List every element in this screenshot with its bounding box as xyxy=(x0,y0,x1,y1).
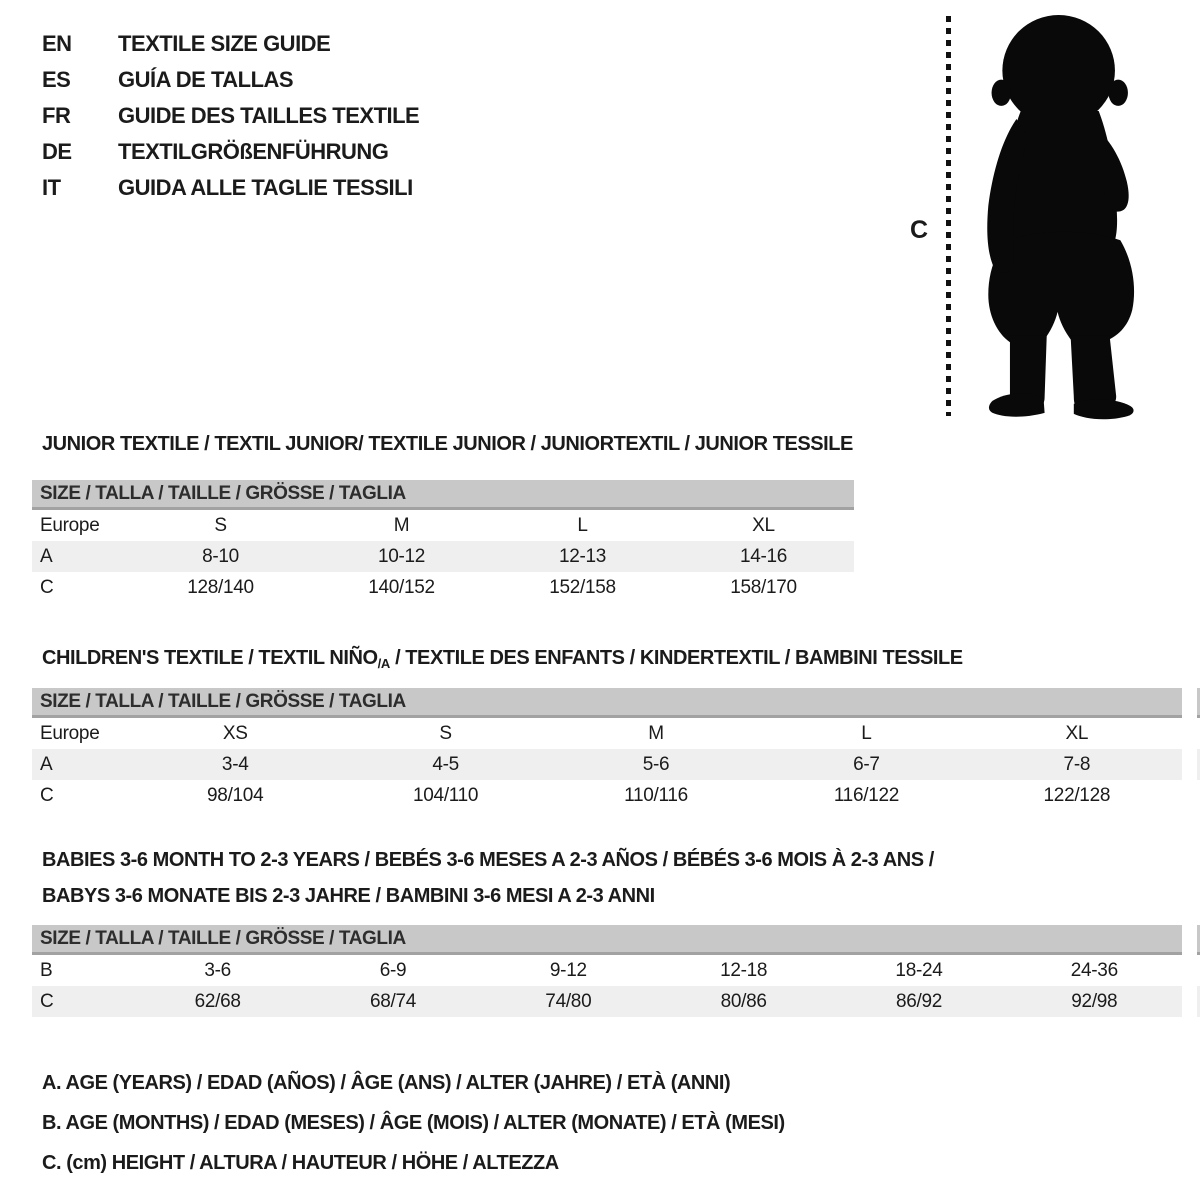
height-measure-label: C xyxy=(910,216,929,244)
table-row-age-months: B 3-6 6-9 9-12 12-18 18-24 24-36 xyxy=(40,959,1118,981)
guide-title-it: GUIDA ALLE TAGLIE TESSILI xyxy=(118,175,413,200)
babies-size-table xyxy=(32,925,1182,1017)
babies-section-heading-line1: BABIES 3-6 MONTH TO 2-3 YEARS / BEBÉS 3-6 MESES A 2-3 AÑOS / BÉBÉS 3-6 MOIS À 2-3 ANS / xyxy=(42,849,934,871)
table-row-height-cm: C 128/140 140/152 152/158 158/170 xyxy=(40,576,797,598)
legend-line-b: B. AGE (MONTHS) / EDAD (MESES) / ÂGE (MOIS) / ALTER (MONATE) / ETÀ (MESI) xyxy=(42,1112,785,1134)
children-size-table xyxy=(32,688,1182,811)
table-row-europe: Europe S M L XL xyxy=(40,514,775,536)
children-heading-prefix: CHILDREN'S TEXTILE / TEXTIL NIÑO xyxy=(42,647,378,669)
language-row-es xyxy=(42,62,419,98)
language-code: IT xyxy=(42,175,61,200)
junior-size-table xyxy=(32,480,854,603)
guide-title-en: TEXTILE SIZE GUIDE xyxy=(118,31,331,56)
language-row-fr xyxy=(42,98,419,134)
legend-line-c: C. (cm) HEIGHT / ALTURA / HAUTEUR / HÖHE / ALTEZZA xyxy=(42,1152,559,1174)
language-row-en xyxy=(42,26,419,62)
table-row-age-years: A 3-4 4-5 5-6 6-7 7-8 xyxy=(32,749,1182,780)
junior-section-heading: JUNIOR TEXTILE / TEXTIL JUNIOR/ TEXTILE JUNIOR / JUNIORTEXTIL / JUNIOR TESSILE xyxy=(42,433,853,455)
table-row-europe: Europe XS S M L XL xyxy=(40,722,1089,744)
language-code: EN xyxy=(42,31,72,56)
children-heading-suffix: / TEXTILE DES ENFANTS / KINDERTEXTIL / BAMBINI TESSILE xyxy=(389,647,963,669)
language-row-it xyxy=(42,170,419,206)
language-code: ES xyxy=(42,67,71,92)
size-header-bar: SIZE / TALLA / TAILLE / GRÖSSE / TAGLIA xyxy=(32,925,1182,955)
children-heading-subscript: /A xyxy=(377,656,390,671)
guide-title-es: GUÍA DE TALLAS xyxy=(118,67,294,92)
babies-section-heading-line2: BABYS 3-6 MONATE BIS 2-3 JAHRE / BAMBINI 3-6 MESI A 2-3 ANNI xyxy=(42,885,655,907)
language-code: FR xyxy=(42,103,71,128)
table-row-height-cm: C 62/68 68/74 74/80 80/86 86/92 92/98 xyxy=(32,986,1182,1017)
size-header-bar: SIZE / TALLA / TAILLE / GRÖSSE / TAGLIA xyxy=(32,688,1182,718)
language-list xyxy=(42,26,419,206)
table-row-age-years: A 8-10 10-12 12-13 14-16 xyxy=(32,541,854,572)
guide-title-fr: GUIDE DES TAILLES TEXTILE xyxy=(118,103,420,128)
height-dashed-line xyxy=(946,16,951,416)
table-row-height-cm: C 98/104 104/110 110/116 116/122 122/128 xyxy=(40,784,1111,806)
guide-title-de: TEXTILGRÖßENFÜHRUNG xyxy=(118,139,389,164)
language-code: DE xyxy=(42,139,72,164)
language-row-de xyxy=(42,134,419,170)
toddler-silhouette-icon xyxy=(958,12,1142,422)
measurement-legend xyxy=(42,1063,785,1183)
children-section-heading xyxy=(42,647,963,671)
legend-line-a: A. AGE (YEARS) / EDAD (AÑOS) / ÂGE (ANS) / ALTER (JAHRE) / ETÀ (ANNI) xyxy=(42,1072,731,1094)
size-header-bar: SIZE / TALLA / TAILLE / GRÖSSE / TAGLIA xyxy=(32,480,854,510)
